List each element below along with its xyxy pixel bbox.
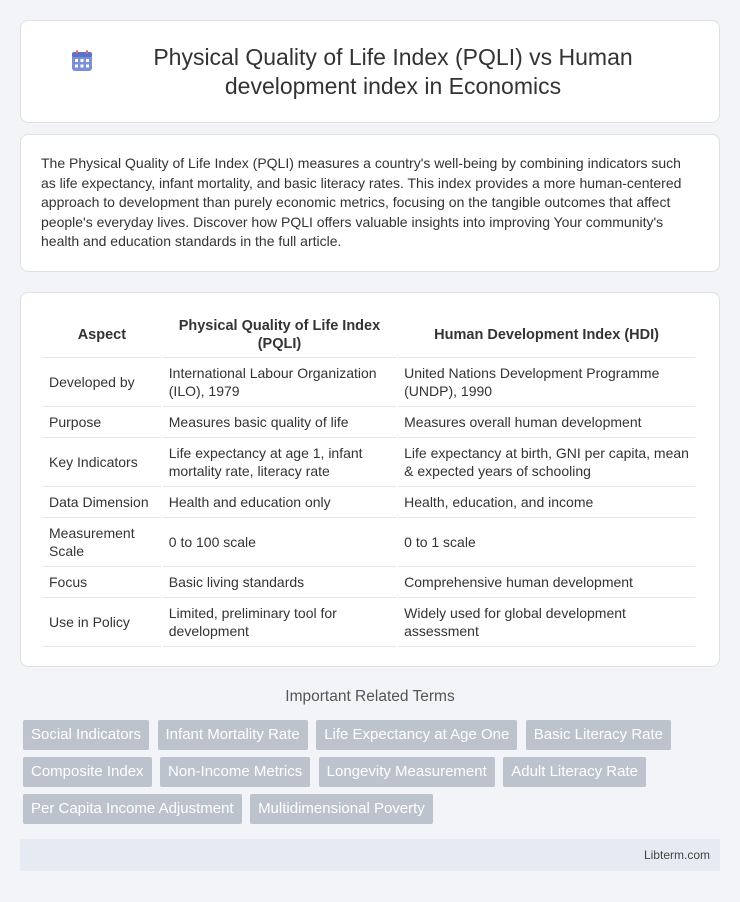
related-term-tag[interactable]: Non-Income Metrics (160, 757, 310, 787)
related-term-tag[interactable]: Multidimensional Poverty (250, 794, 433, 824)
table-cell-aspect: Focus (43, 567, 161, 598)
related-term-tag[interactable]: Basic Literacy Rate (526, 720, 671, 750)
table-cell-hdi: 0 to 1 scale (398, 518, 695, 567)
related-term-tag[interactable]: Composite Index (23, 757, 152, 787)
comparison-table-card (20, 292, 720, 667)
table-cell-hdi: Comprehensive human development (398, 567, 695, 598)
title-wrap (70, 43, 670, 101)
table-cell-aspect: Use in Policy (43, 598, 161, 647)
related-term-tag[interactable]: Infant Mortality Rate (158, 720, 308, 750)
table-cell-hdi: United Nations Development Programme (UNDP), 1990 (398, 358, 695, 407)
related-term-tag[interactable]: Life Expectancy at Age One (316, 720, 517, 750)
table-row (43, 518, 695, 567)
table-row (43, 487, 695, 518)
table-cell-aspect: Developed by (43, 358, 161, 407)
table-cell-pqli: International Labour Organization (ILO), 1979 (163, 358, 396, 407)
intro-paragraph: The Physical Quality of Life Index (PQLI) measures a country's well-being by combining indicators such as life expectancy, infant mortality, and basic literacy rates. This index provides a more human-centered approach to development than purely economic metrics, focusing on the tangible outcomes that affect people's everyday lives. Discover how PQLI offers valuable insights into improving Your community's health and education standards in the full article. (41, 155, 682, 250)
table-cell-hdi: Life expectancy at birth, GNI per capita, mean & expected years of schooling (398, 438, 695, 487)
table-row (43, 598, 695, 647)
table-cell-pqli: Limited, preliminary tool for development (163, 598, 396, 647)
table-row (43, 567, 695, 598)
related-terms-list (23, 720, 723, 831)
table-cell-pqli: Health and education only (163, 487, 396, 518)
table-cell-aspect: Purpose (43, 407, 161, 438)
table-cell-aspect: Measurement Scale (43, 518, 161, 567)
table-cell-aspect: Key Indicators (43, 438, 161, 487)
related-term-tag[interactable]: Social Indicators (23, 720, 149, 750)
header-pqli: Physical Quality of Life Index (PQLI) (163, 309, 396, 358)
page-title: Physical Quality of Life Index (PQLI) vs Human development index in Economics (153, 43, 633, 99)
table-row (43, 358, 695, 407)
footer (20, 839, 720, 871)
title-card (20, 20, 720, 123)
table-row (43, 438, 695, 487)
table-cell-pqli: Basic living standards (163, 567, 396, 598)
table-cell-aspect: Data Dimension (43, 487, 161, 518)
table-row (43, 407, 695, 438)
intro-card (20, 134, 720, 272)
header-aspect: Aspect (43, 309, 161, 358)
calendar-grid-icon (70, 49, 94, 73)
table-cell-hdi: Measures overall human development (398, 407, 695, 438)
footer-site-link[interactable]: Libterm.com (643, 848, 710, 862)
table-cell-hdi: Health, education, and income (398, 487, 695, 518)
table-header-row (43, 309, 695, 358)
related-terms-title: Important Related Terms (285, 688, 455, 705)
table-cell-pqli: Life expectancy at age 1, infant mortality rate, literacy rate (163, 438, 396, 487)
comparison-table (41, 309, 697, 647)
related-term-tag[interactable]: Longevity Measurement (319, 757, 495, 787)
table-cell-pqli: Measures basic quality of life (163, 407, 396, 438)
related-term-tag[interactable]: Per Capita Income Adjustment (23, 794, 242, 824)
related-term-tag[interactable]: Adult Literacy Rate (503, 757, 646, 787)
header-hdi: Human Development Index (HDI) (398, 309, 695, 358)
table-cell-hdi: Widely used for global development assessment (398, 598, 695, 647)
table-cell-pqli: 0 to 100 scale (163, 518, 396, 567)
